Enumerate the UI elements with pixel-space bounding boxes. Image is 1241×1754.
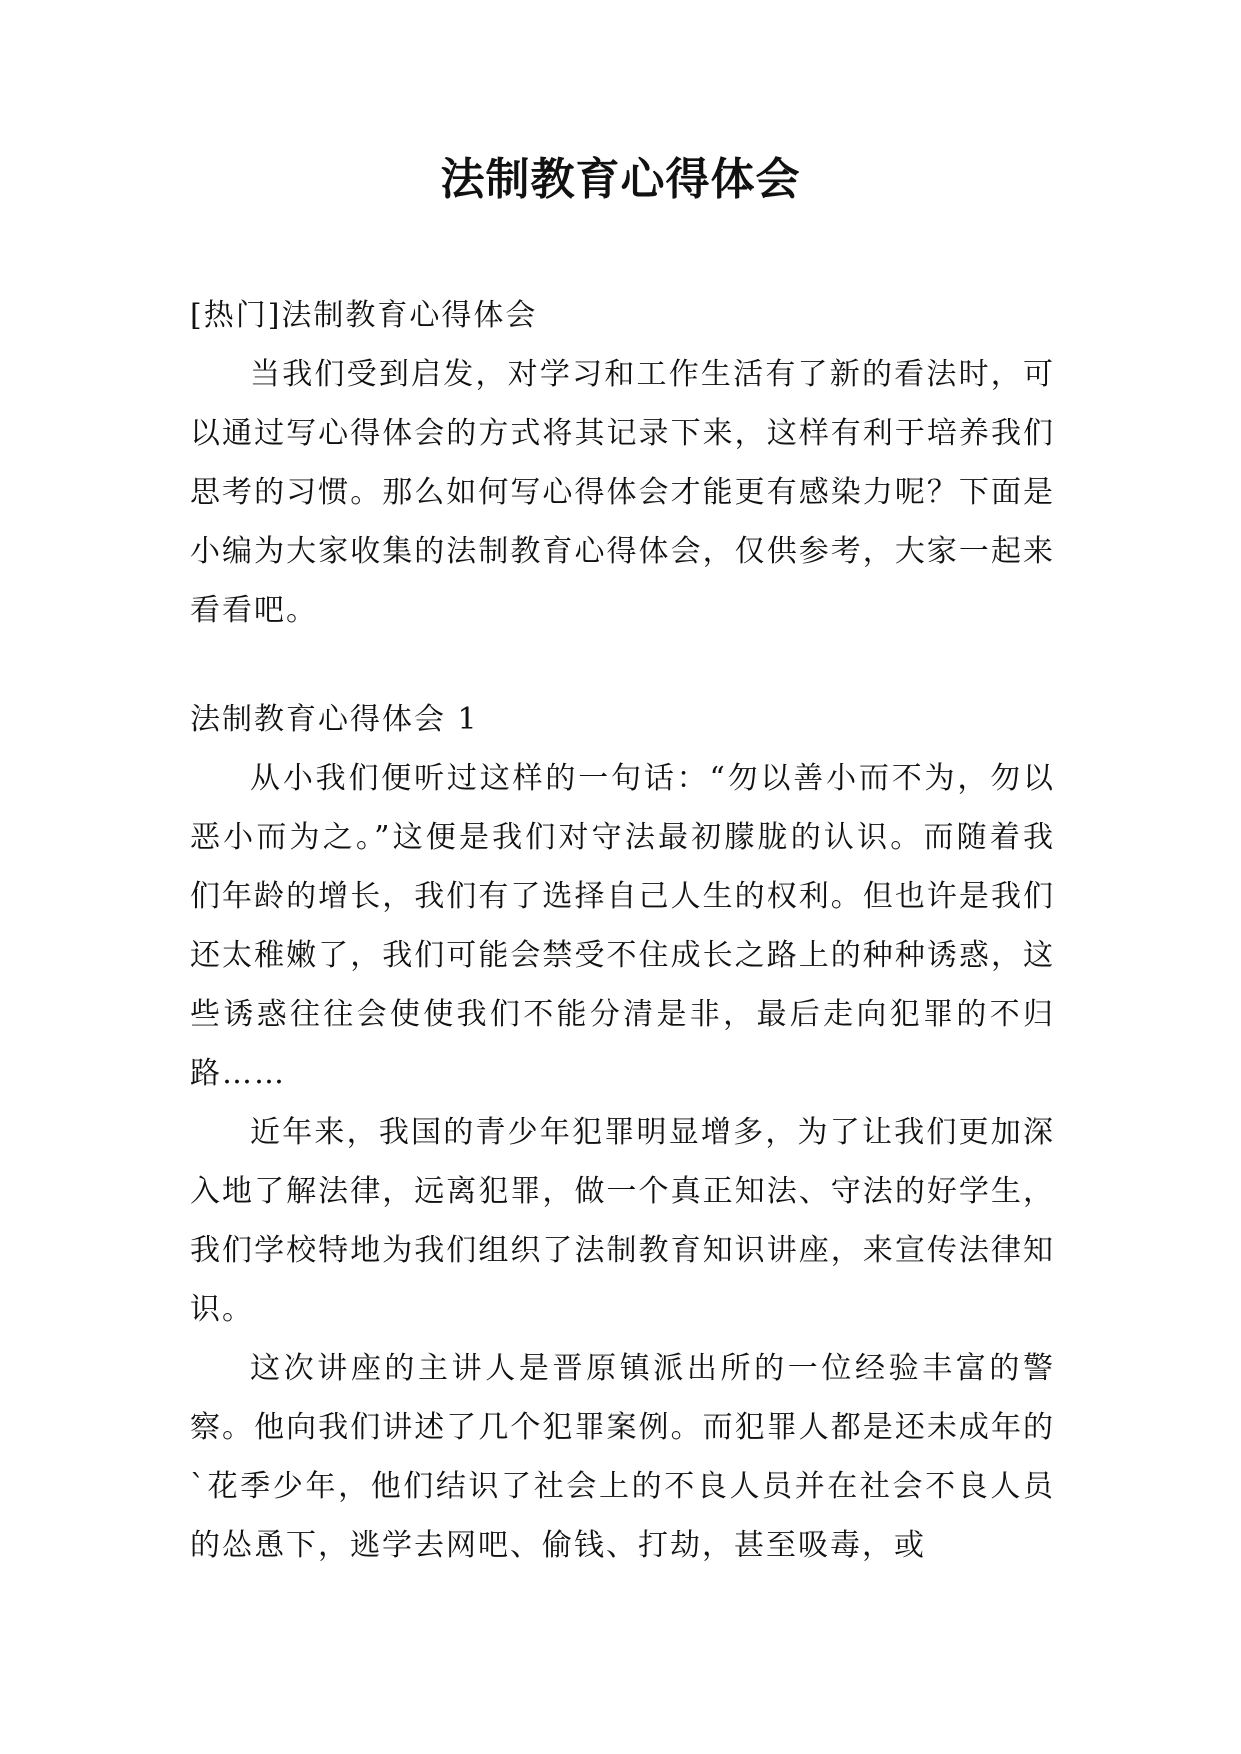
body-paragraph: 这次讲座的主讲人是晋原镇派出所的一位经验丰富的警察。他向我们讲述了几个犯罪案例。而犯罪人都是还未成年的`花季少年，他们结识了社会上的不良人员并在社会不良人员的怂恿下，逃学去网吧、偷钱、打劫，甚至吸毒，或 — [190, 1351, 1055, 1563]
body-paragraph: 近年来，我国的青少年犯罪明显增多，为了让我们更加深入地了解法律，远离犯罪，做一个真正知法、守法的好学生，我们学校特地为我们组织了法制教育知识讲座，来宣传法律知识。 — [190, 1115, 1055, 1327]
intro-heading: [热门]法制教育心得体会 — [190, 298, 538, 333]
section-heading: 法制教育心得体会 1 — [190, 702, 479, 737]
body-paragraph: 从小我们便听过这样的一句话：“勿以善小而不为，勿以恶小而为之。”这便是我们对守法最初朦胧的认识。而随着我们年龄的增长，我们有了选择自己人生的权利。但也许是我们还太稚嫩了，我们可能会禁受不住成长之路上的种种诱惑，这些诱惑往往会使使我们不能分清是非，最后走向犯罪的不归路…… — [190, 761, 1055, 1091]
document-body — [190, 286, 1055, 1575]
document-title: 法制教育心得体会 — [440, 154, 801, 205]
section-spacer — [190, 640, 1055, 690]
intro-paragraph: 当我们受到启发，对学习和工作生活有了新的看法时，可以通过写心得体会的方式将其记录下来，这样有利于培养我们思考的习惯。那么如何写心得体会才能更有感染力呢？下面是小编为大家收集的法制教育心得体会，仅供参考，大家一起来看看吧。 — [190, 357, 1055, 628]
